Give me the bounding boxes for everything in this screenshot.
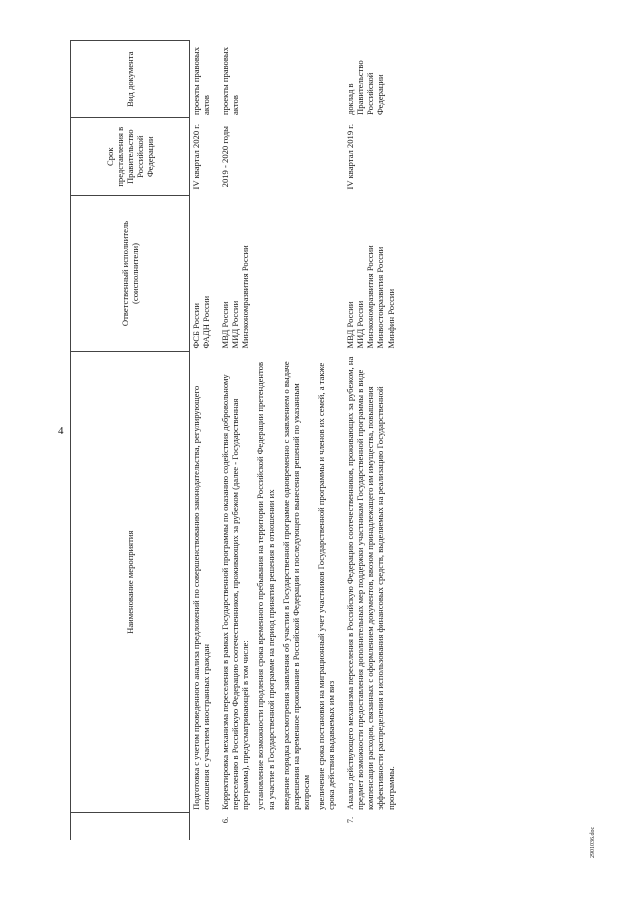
deadline: 2019 - 2020 годы <box>220 126 231 188</box>
responsible-agency: МВД России <box>345 301 356 349</box>
measures-table <box>70 40 404 840</box>
responsible-agency: Минэкономразвития России <box>240 245 251 349</box>
table-header-row <box>71 41 190 841</box>
measure-name <box>190 352 220 813</box>
responsible-agency: МИД России <box>355 300 366 349</box>
header-name: Наименование мероприятия <box>71 352 190 813</box>
header-responsible: Ответственный исполнитель (соисполнители) <box>71 195 190 351</box>
document-type: доклад в Правительство Российской Федерации <box>345 60 386 115</box>
responsible-executors <box>190 195 220 351</box>
table-row <box>344 41 403 841</box>
responsible-agency: ФАДН России <box>201 295 212 349</box>
responsible-agency: ФСБ России <box>191 303 201 349</box>
document-type: проекты правовых актов <box>220 47 241 115</box>
responsible-executors <box>219 195 344 351</box>
responsible-agency: Минфин России <box>385 288 396 349</box>
responsible-executors <box>344 195 403 351</box>
measure-paragraph: установление возможности продления срока временного пребывания на территории Российской Федерации претендентов на участие в Государственной программе на период принятия решения в отношении их <box>255 361 276 810</box>
document-type: проекты правовых актов <box>191 47 212 115</box>
table-row <box>219 41 344 841</box>
measure-name <box>219 352 344 813</box>
measure-paragraph: увеличение срока постановки на миграционный учет участников Государственной программы и членов их семей, а также срока действия выдаваемых им виз <box>315 362 337 810</box>
measure-paragraph: Подготовка с учетом проведенного анализа предложений по совершенствованию законодательства, регулирующего отношения с участием иностранных граждан <box>191 385 212 810</box>
responsible-agency: МВД России <box>220 301 231 349</box>
table-row <box>190 41 220 841</box>
row-number: 6. <box>220 816 231 824</box>
table-body <box>190 41 404 841</box>
measure-paragraph: введение порядка рассмотрения заявления об участии в Государственной программе одновременно с заявлением о выдаче разрешения на временное проживание в Российской Федерации и последующего вынесения решений по указанным вопросам <box>280 361 311 810</box>
deadline: IV квартал 2019 г. <box>345 124 356 190</box>
document-id: 2901036.doc <box>590 826 596 858</box>
header-number <box>71 813 190 840</box>
deadline: IV квартал 2020 г. <box>191 124 201 190</box>
row-number: 7. <box>345 816 356 824</box>
measure-paragraph: Корректировка механизма переселения в рамках Государственной программы по оказанию содействия добровольному переселению в Российскую Федерацию соотечественников, проживающих за рубежом (далее - Государственная программа), предусматривающей в том числе: <box>220 374 251 810</box>
measures-table-rotated <box>70 40 590 840</box>
row-number <box>190 813 220 840</box>
header-deadline: Срок представления в Правительство Российской Федерации <box>71 118 190 195</box>
responsible-agency: МИД России <box>230 300 241 349</box>
responsible-agency: Минвостокразвития России <box>375 246 386 349</box>
header-doc-type: Вид документа <box>71 41 190 119</box>
responsible-agency: Минэкономразвития России <box>365 245 376 349</box>
measure-name <box>344 352 403 813</box>
page-number: 4 <box>58 425 64 437</box>
measure-paragraph: Анализ действующего механизма переселения в Российскую Федерацию соотечественников, проживающих за рубежом, на предмет возможности предоставления дополнительных мер поддержки участникам Государственной программы в виде компенсации расходов, связанных с оформлением документов, ввозом принадлежащего им имущества, повышения эффективности распределения и использования финансовых средств, выделяемых на реализацию Государственной программы. <box>345 356 396 810</box>
